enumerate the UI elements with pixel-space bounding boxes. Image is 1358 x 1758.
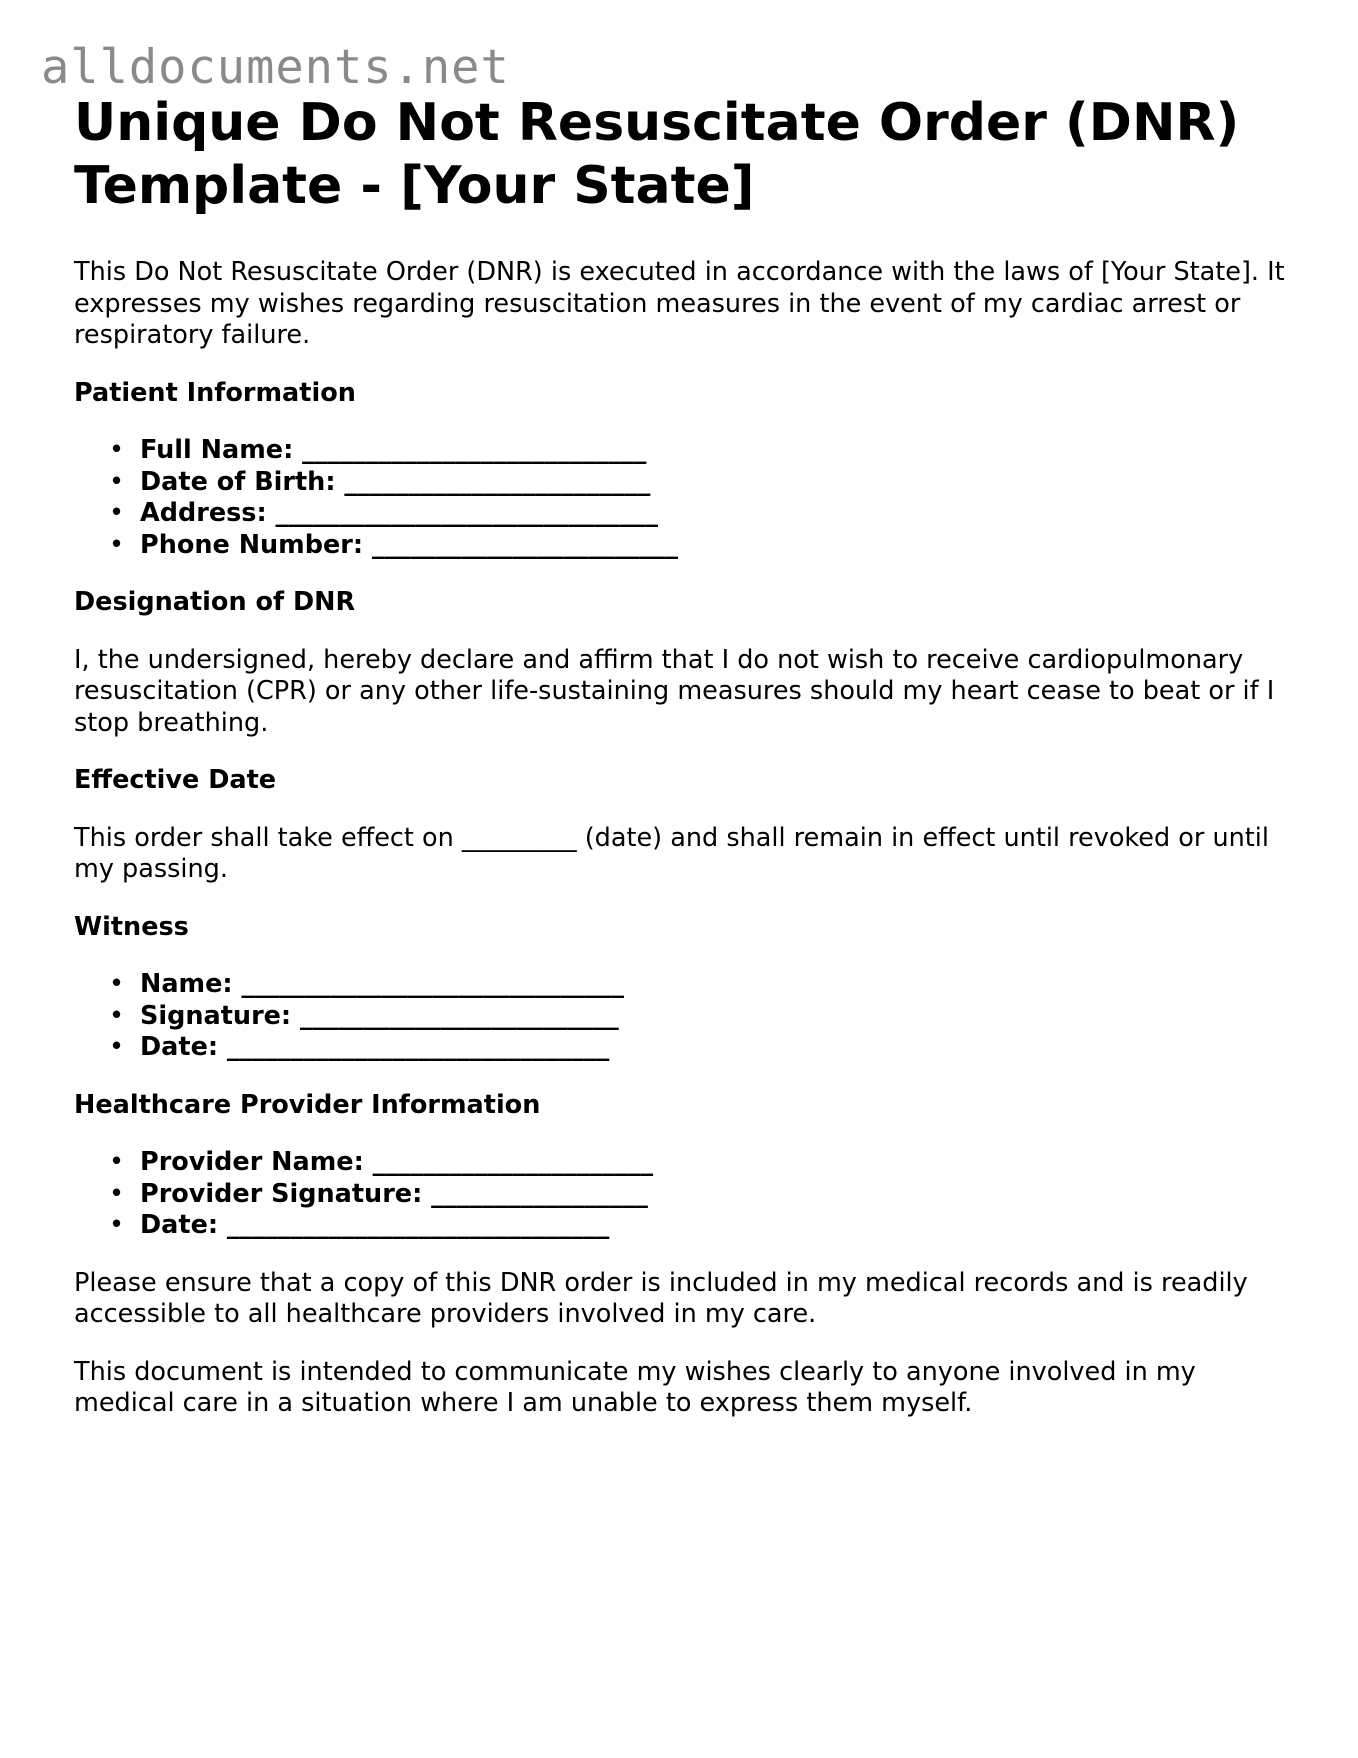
list-item [109,466,1294,499]
bullet-icon: • [109,969,125,999]
full-name-field: Full Name: ___________________________ [140,435,647,465]
bullet-icon: • [109,435,125,465]
list-item [109,1000,1294,1033]
provider-information-list [74,1147,1294,1242]
closing-paragraph-records: Please ensure that a copy of this DNR order is included in my medical records and is readily accessible to all healthcare providers involved in my care. [74,1267,1248,1329]
designation-heading: Designation of DNR [74,587,356,617]
effective-date-paragraph: This order shall take effect on _________ (date) and shall remain in effect until revoked or until my passing. [74,822,1269,884]
effective-date-heading: Effective Date [74,765,277,795]
phone-number-field: Phone Number: ________________________ [140,529,678,560]
witness-signature-field: Signature: _________________________ [140,1000,619,1031]
list-item [109,498,1294,530]
bullet-icon: • [109,466,125,497]
list-item [109,1210,1294,1242]
witness-name-field: Name: ______________________________ [140,969,624,999]
closing-paragraph-intent: This document is intended to communicate my wishes clearly to anyone involved in my medical care in a situation where I am unable to express them myself. [74,1356,1196,1418]
provider-name-field: Provider Name: ______________________ [140,1147,654,1177]
intro-paragraph: This Do Not Resuscitate Order (DNR) is executed in accordance with the laws of [Your State]. It expresses my wishes regarding resuscitation measures in the event of my cardiac arrest or respiratory failure. [74,257,1285,350]
bullet-icon: • [109,1032,125,1062]
list-item [109,435,1294,467]
provider-date-field: Date: ______________________________ [140,1210,610,1240]
list-item [109,529,1294,562]
provider-signature-field: Provider Signature: _________________ [140,1178,648,1209]
document-page [74,92,1294,1420]
patient-information-heading: Patient Information [74,377,356,408]
date-of-birth-field: Date of Birth: ________________________ [140,466,651,497]
bullet-icon: • [109,1147,125,1177]
list-item [109,1147,1294,1179]
bullet-icon: • [109,529,125,560]
witness-date-field: Date: ______________________________ [140,1032,610,1062]
address-field: Address: ______________________________ [140,498,659,528]
patient-information-list [74,435,1294,561]
witness-heading: Witness [74,911,189,942]
provider-information-heading: Healthcare Provider Information [74,1089,541,1120]
list-item [109,1032,1294,1064]
bullet-icon: • [109,1210,125,1240]
witness-list [74,969,1294,1064]
document-title: Unique Do Not Resuscitate Order (DNR) Template - [Your State] [74,93,1240,216]
list-item [109,1178,1294,1211]
bullet-icon: • [109,1178,125,1209]
list-item [109,969,1294,1001]
designation-paragraph: I, the undersigned, hereby declare and affirm that I do not wish to receive cardiopulmonary resuscitation (CPR) or any other life-sustaining measures should my heart cease to beat or if I stop breathing. [74,644,1275,738]
watermark: alldocuments.net [41,40,510,95]
bullet-icon: • [109,1000,125,1031]
bullet-icon: • [109,498,125,528]
